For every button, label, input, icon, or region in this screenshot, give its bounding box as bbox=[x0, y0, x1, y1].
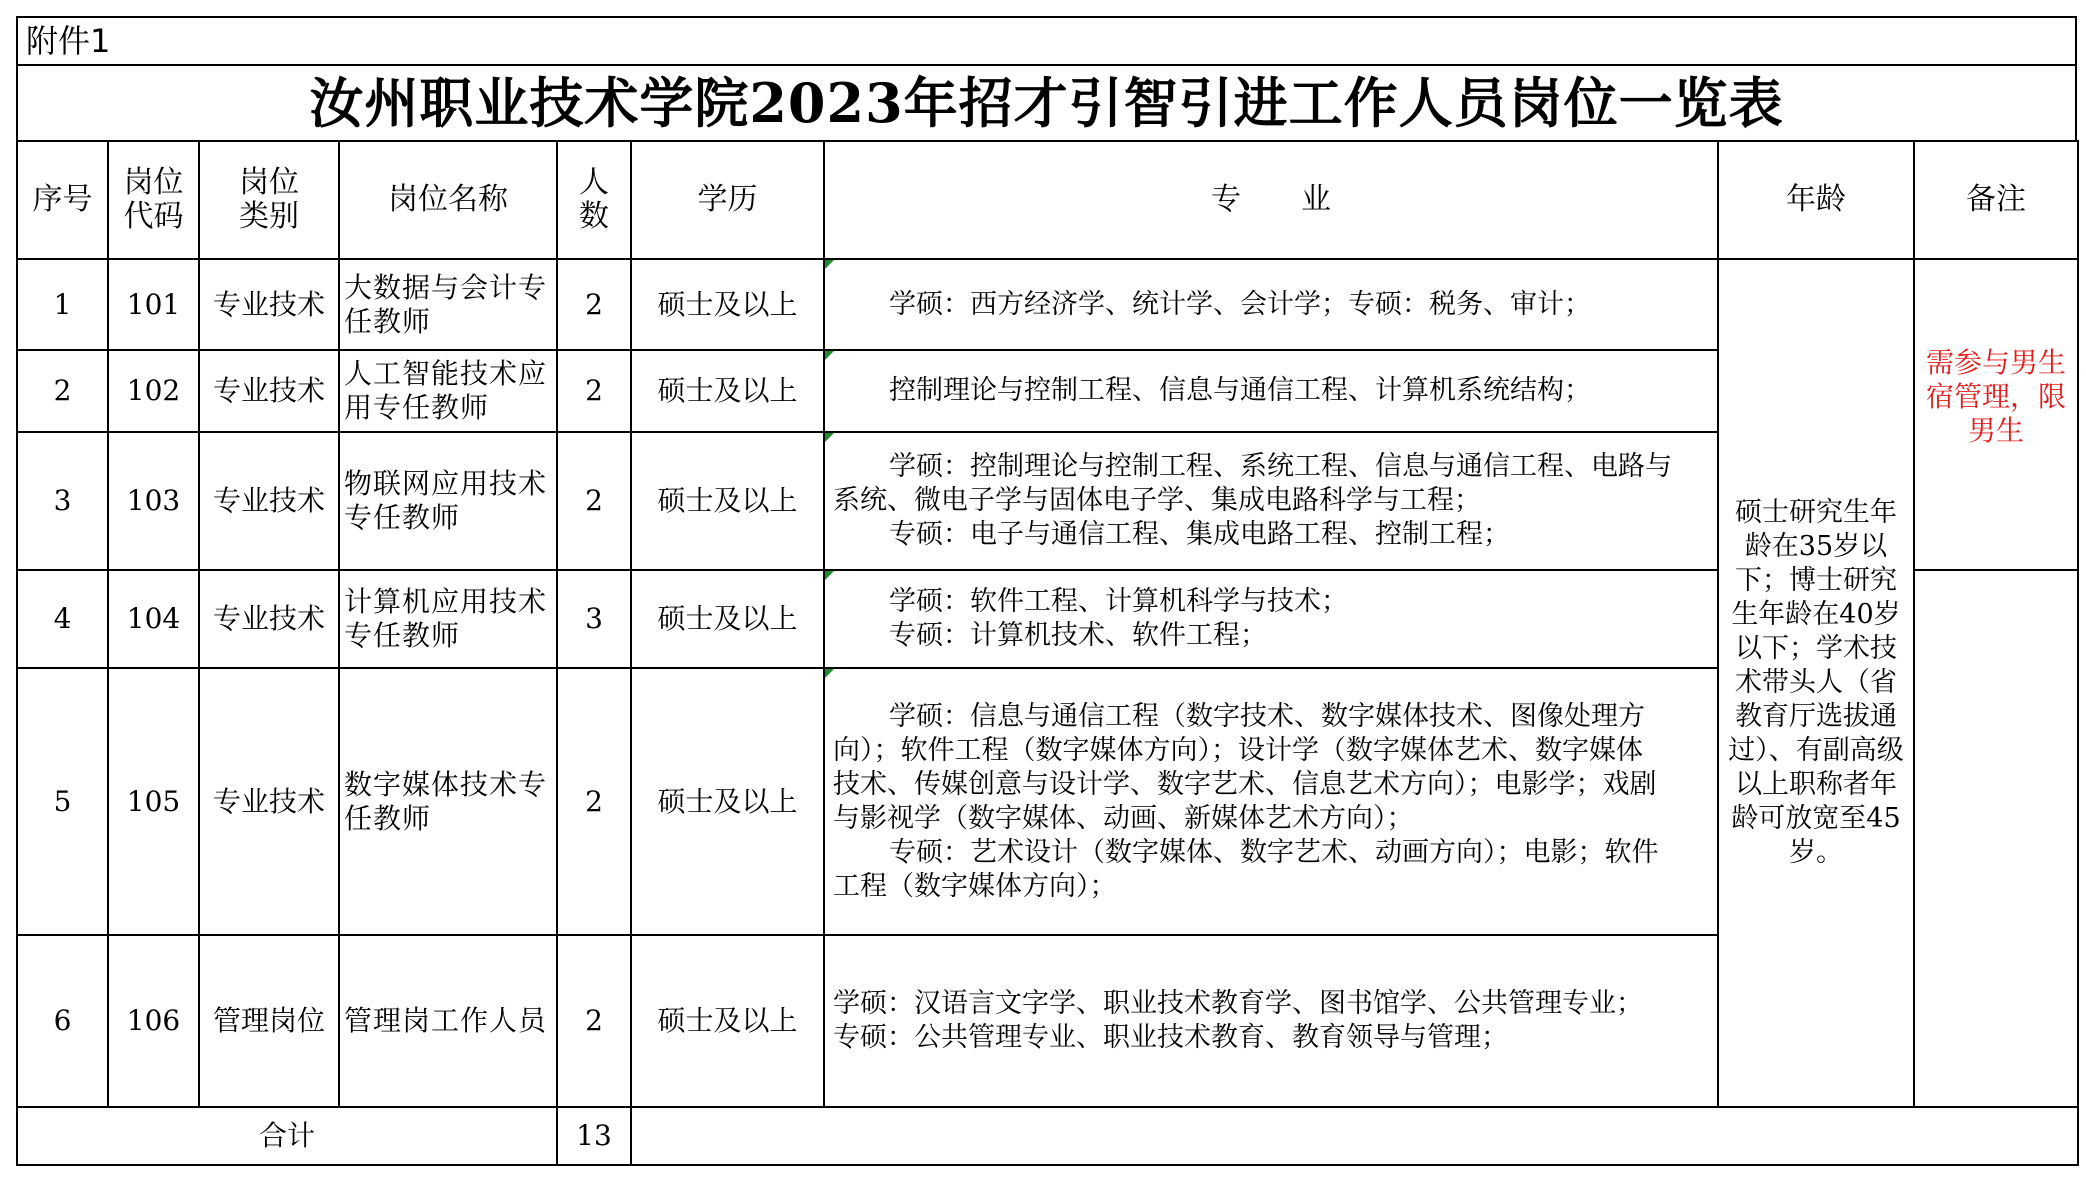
cell-count: 2 bbox=[557, 668, 631, 935]
cell-education: 硕士及以上 bbox=[631, 935, 824, 1107]
cell-education: 硕士及以上 bbox=[631, 570, 824, 668]
positions-table bbox=[16, 140, 2079, 1166]
cell-marker-icon bbox=[825, 260, 834, 269]
cell-seq: 1 bbox=[17, 259, 108, 350]
cell-marker-icon bbox=[825, 433, 834, 442]
cell-seq: 3 bbox=[17, 432, 108, 570]
header-seq: 序号 bbox=[17, 141, 108, 259]
cell-code: 104 bbox=[108, 570, 199, 668]
cell-seq: 5 bbox=[17, 668, 108, 935]
header-major: 专 业 bbox=[824, 141, 1718, 259]
total-count: 13 bbox=[557, 1107, 631, 1165]
cell-position-name: 数字媒体技术专任教师 bbox=[339, 668, 557, 935]
cell-category: 专业技术 bbox=[199, 668, 339, 935]
cell-marker-icon bbox=[825, 351, 834, 360]
cell-code: 106 bbox=[108, 935, 199, 1107]
cell-education: 硕士及以上 bbox=[631, 350, 824, 432]
table-row bbox=[17, 259, 2078, 350]
cell-marker-icon bbox=[825, 571, 834, 580]
header-remark: 备注 bbox=[1914, 141, 2078, 259]
cell-code: 105 bbox=[108, 668, 199, 935]
cell-count: 2 bbox=[557, 935, 631, 1107]
cell-count: 2 bbox=[557, 259, 631, 350]
cell-major: 控制理论与控制工程、信息与通信工程、计算机系统结构； bbox=[824, 350, 1718, 432]
cell-education: 硕士及以上 bbox=[631, 259, 824, 350]
header-row bbox=[17, 141, 2078, 259]
cell-count: 2 bbox=[557, 432, 631, 570]
header-education: 学历 bbox=[631, 141, 824, 259]
cell-position-name: 计算机应用技术专任教师 bbox=[339, 570, 557, 668]
cell-seq: 2 bbox=[17, 350, 108, 432]
cell-major: 学硕：西方经济学、统计学、会计学；专硕：税务、审计； bbox=[824, 259, 1718, 350]
cell-major: 学硕：软件工程、计算机科学与技术； 专硕：计算机技术、软件工程； bbox=[824, 570, 1718, 668]
cell-remark-note: 需参与男生宿管理，限男生 bbox=[1914, 259, 2078, 570]
cell-major: 学硕：信息与通信工程（数字技术、数字媒体技术、图像处理方 向）；软件工程（数字媒体方向）；设计学（数字媒体艺术、数字媒体 技术、传媒创意与设计学、数字艺术、信息艺术方向）；电影学；戏剧 与影视学（数字媒体、动画、新媒体艺术方向）； 专硕：艺术设计（数字媒体、数字艺术、动画方向）；电影；软件 工程（数字媒体方向）； bbox=[824, 668, 1718, 935]
header-name: 岗位名称 bbox=[339, 141, 557, 259]
cell-category: 专业技术 bbox=[199, 432, 339, 570]
cell-marker-icon bbox=[825, 669, 834, 678]
cell-age-note: 硕士研究生年龄在35岁以下；博士研究生年龄在40岁以下；学术技术带头人（省教育厅选拔通过）、有副高级以上职称者年龄可放宽至45岁。 bbox=[1718, 259, 1914, 1107]
cell-category: 专业技术 bbox=[199, 570, 339, 668]
cell-category: 管理岗位 bbox=[199, 935, 339, 1107]
page-title: 汝州职业技术学院2023年招才引智引进工作人员岗位一览表 bbox=[16, 64, 2077, 140]
cell-education: 硕士及以上 bbox=[631, 432, 824, 570]
header-code: 岗位 代码 bbox=[108, 141, 199, 259]
total-row bbox=[17, 1107, 2078, 1165]
cell-code: 103 bbox=[108, 432, 199, 570]
cell-major: 学硕：控制理论与控制工程、系统工程、信息与通信工程、电路与 系统、微电子学与固体电子学、集成电路科学与工程； 专硕：电子与通信工程、集成电路工程、控制工程； bbox=[824, 432, 1718, 570]
total-empty bbox=[631, 1107, 2078, 1165]
attachment-label: 附件1 bbox=[16, 16, 2077, 64]
cell-count: 3 bbox=[557, 570, 631, 668]
cell-position-name: 人工智能技术应用专任教师 bbox=[339, 350, 557, 432]
cell-category: 专业技术 bbox=[199, 350, 339, 432]
header-category: 岗位 类别 bbox=[199, 141, 339, 259]
cell-count: 2 bbox=[557, 350, 631, 432]
cell-education: 硕士及以上 bbox=[631, 668, 824, 935]
cell-position-name: 物联网应用技术专任教师 bbox=[339, 432, 557, 570]
cell-category: 专业技术 bbox=[199, 259, 339, 350]
spreadsheet bbox=[16, 16, 2077, 1166]
cell-seq: 6 bbox=[17, 935, 108, 1107]
cell-code: 101 bbox=[108, 259, 199, 350]
header-count: 人 数 bbox=[557, 141, 631, 259]
cell-position-name: 大数据与会计专任教师 bbox=[339, 259, 557, 350]
total-label: 合计 bbox=[17, 1107, 557, 1165]
header-age: 年龄 bbox=[1718, 141, 1914, 259]
cell-position-name: 管理岗工作人员 bbox=[339, 935, 557, 1107]
cell-remark-empty bbox=[1914, 570, 2078, 1107]
cell-major: 学硕：汉语言文字学、职业技术教育学、图书馆学、公共管理专业； 专硕：公共管理专业、职业技术教育、教育领导与管理； bbox=[824, 935, 1718, 1107]
cell-seq: 4 bbox=[17, 570, 108, 668]
cell-code: 102 bbox=[108, 350, 199, 432]
